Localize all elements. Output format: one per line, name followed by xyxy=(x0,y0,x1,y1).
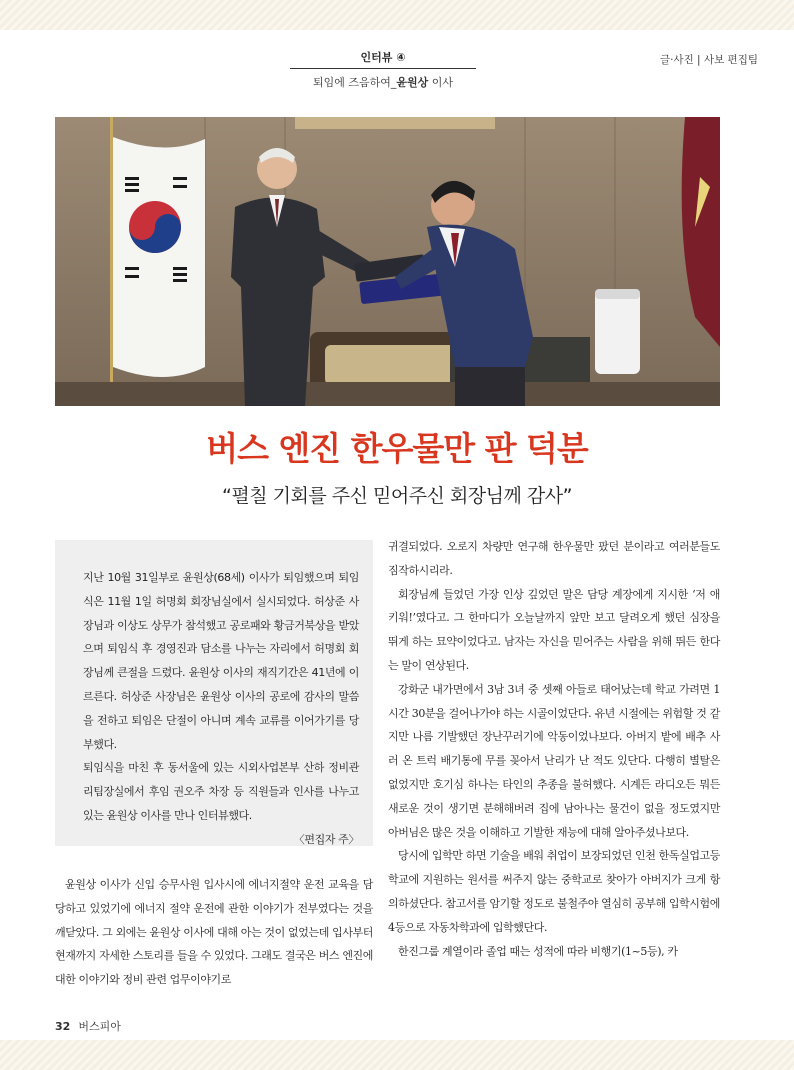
page-footer xyxy=(55,1018,121,1034)
body-paragraph: 한진그룹 계열이라 졸업 때는 성적에 따라 비행기(1~5등), 카 xyxy=(398,944,678,958)
body-paragraph: 귀결되었다. 오로지 차량만 연구해 한우물만 팠던 분이라고 여러분들도 짐작하시리라. xyxy=(388,540,720,577)
editor-note-box xyxy=(55,540,373,846)
body-column-right xyxy=(388,535,720,963)
series-subtitle-prefix: 퇴임에 즈음하여_ xyxy=(312,76,397,89)
bottom-decorative-band xyxy=(0,1040,794,1070)
series-subtitle-name: 윤원상 xyxy=(396,76,429,89)
byline-credit: 글·사진 | 사보 편집팀 xyxy=(659,54,758,66)
series-subtitle-suffix: 이사 xyxy=(428,76,454,89)
ceremony-photo xyxy=(55,117,720,406)
article-subheadline: “펼칠 기회를 주신 믿어주신 회장님께 감사” xyxy=(222,485,572,507)
body-paragraph: 당시에 입학만 하면 기술을 배워 취업이 보장되었던 인천 한독실업고등학교에 지원하는 원서를 써주지 않는 중학교로 찾아가 아버지가 크게 항의하셨단다. 참고서를 암기할 정도로 불철주야 열심히 공부해 입학시험에 4등으로 자동차학과에 입학했단다. xyxy=(388,849,720,934)
body-paragraph: 강화군 내가면에서 3남 3녀 중 셋째 아들로 태어났는데 학교 가려면 1시간 30분을 걸어나가야 하는 시골이었단다. 유년 시절에는 위험할 것 같지만 나름 기발했던 장난꾸러기에 악동이었나보다. 아버지 밭에 배추 사러 온 트럭 배기통에 무를 꽂아서 난리가 난 적도 있단다. 다행히 별탈은 없었지만 호기심 하나는 타인의 추종을 불허했다. 시계든 라디오든 뭐든 새로운 것이 생기면 분해해버려 집에 남아나는 물건이 없을 정도였지만 아버님은 많은 것을 이해하고 기발한 재능에 대해 알아주셨나보다. xyxy=(388,682,720,839)
magazine-name: 버스피아 xyxy=(78,1020,121,1033)
body-paragraph: 윤원상 이사가 신입 승무사원 입사시에 에너지절약 운전 교육을 담당하고 있었기에 에너지 절약 운전에 관한 이야기가 전부였다는 것을 깨닫았다. 그 외에는 윤원상 이사에 대해 아는 것이 없었는데 입사부터 현재까지 자세한 스토리를 들을 수 있었다. 그래도 결국은 버스 엔진에 대한 이야기와 정비 관련 업무이야기로 xyxy=(55,878,373,987)
body-paragraph: 회장님께 들었던 가장 인상 깊었던 말은 담당 계장에게 지시한 ‘저 애 키워!’였다고. 그 한마디가 오늘날까지 앞만 보고 달려오게 했던 심장을 뛰게 하는 묘약이었다고. 남자는 자신을 믿어주는 사람을 위해 뛰든 한다는 말이 연상된다. xyxy=(388,587,720,672)
series-title: 인터뷰 ④ xyxy=(360,51,406,64)
editor-note-attribution: 〈편집자 주〉 xyxy=(293,832,359,846)
series-subtitle xyxy=(290,74,476,90)
series-divider xyxy=(290,68,476,69)
page-number: 32 xyxy=(55,1020,71,1033)
editor-note-paragraph: 지난 10월 31일부로 윤원상(68세) 이사가 퇴임했으며 퇴임식은 11월 1일 허명회 회장님실에서 실시되었다. 허상준 사장님과 이상도 상무가 참석했고 공로패와 황금거북상을 받았으며 퇴임식 후 경영진과 담소를 나누는 자리에서 허명회 회장님께 큰절을 드렸다. 윤원상 이사의 재직기간은 41년에 이르른다. 허상준 사장님은 윤원상 이사의 공로에 감사의 말씀을 전하고 퇴임은 단절이 아니며 계속 교류를 이어가기를 당부했다. xyxy=(83,571,359,751)
article-headline: 버스 엔진 한우물만 판 덕분 xyxy=(206,429,588,468)
top-decorative-band xyxy=(0,0,794,30)
editor-note-paragraph: 퇴임식을 마친 후 동서울에 있는 시외사업본부 산하 정비관리팀장실에서 후임 권오주 차장 등 직원들과 인사를 나누고 있는 윤원상 이사를 만나 인터뷰했다. xyxy=(83,761,359,822)
body-column-left xyxy=(55,873,373,992)
